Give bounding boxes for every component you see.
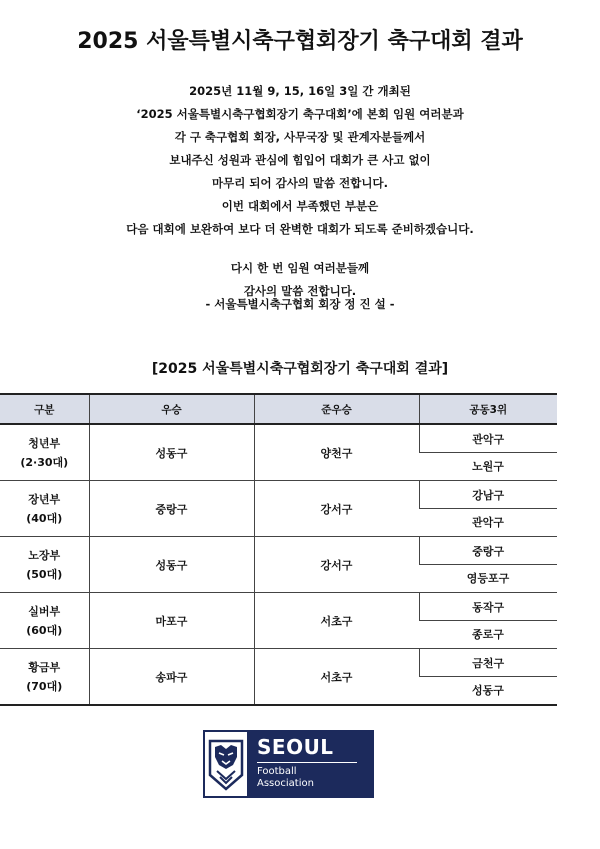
letter-line: 감사의 말씀 전합니다. [243,284,357,298]
logo-sub-football: Football [257,766,297,777]
runner-up-cell: 강서구 [254,537,419,593]
results-table [0,393,557,706]
division-cell [0,424,89,481]
division-name: 청년부 [28,436,61,450]
letter-line: 이번 대회에서 부족했던 부분은 [221,199,379,213]
third-place-cell: 노원구 [419,453,557,481]
header-winner: 우승 [89,394,254,424]
division-age: (60대) [26,623,63,637]
winner-cell: 성동구 [89,424,254,481]
winner-cell: 마포구 [89,593,254,649]
division-cell [0,537,89,593]
letter-line: 각 구 축구협회 회장, 사무국장 및 관계자분들께서 [174,130,426,144]
runner-up-cell: 서초구 [254,649,419,706]
letter-line: 다음 대회에 보완하여 보다 더 완벽한 대회가 되도록 준비하겠습니다. [126,222,474,236]
runner-up-cell: 서초구 [254,593,419,649]
third-place-cell: 종로구 [419,621,557,649]
division-age: (2·30대) [20,455,69,469]
page-title: 2025 서울특별시축구협회장기 축구대회 결과 [77,29,523,54]
third-place-cell: 관악구 [419,509,557,537]
table-row [0,424,557,453]
division-name: 황금부 [28,660,61,674]
signature: - 서울특별시축구협회 회장 정 진 설 - [205,297,395,311]
logo-name: SEOUL [257,735,334,759]
logo-text [249,730,374,798]
header-runner-up: 준우승 [254,394,419,424]
letter-line: 마무리 되어 감사의 말씀 전합니다. [212,176,388,190]
thank-you-letter [0,80,600,303]
division-cell [0,649,89,706]
division-age: (50대) [26,567,63,581]
runner-up-cell: 강서구 [254,481,419,537]
third-place-cell: 강남구 [419,481,557,509]
winner-cell: 성동구 [89,537,254,593]
winner-cell: 중랑구 [89,481,254,537]
tiger-crest-icon [203,730,249,798]
results-title: [2025 서울특별시축구협회장기 축구대회 결과] [151,361,449,377]
third-place-cell: 성동구 [419,677,557,706]
winner-cell: 송파구 [89,649,254,706]
division-name: 노장부 [28,548,61,562]
division-age: (40대) [26,511,63,525]
runner-up-cell: 양천구 [254,424,419,481]
third-place-cell: 영등포구 [419,565,557,593]
third-place-cell: 관악구 [419,424,557,453]
letter-line: 다시 한 번 임원 여러분들께 [230,261,370,275]
table-row [0,537,557,565]
letter-line: ‘2025 서울특별시축구협회장기 축구대회’에 본회 임원 여러분과 [136,107,464,121]
third-place-cell: 동작구 [419,593,557,621]
third-place-cell: 금천구 [419,649,557,677]
division-cell [0,481,89,537]
division-age: (70대) [26,679,63,693]
third-place-cell: 중랑구 [419,537,557,565]
table-header-row [0,394,557,424]
header-third: 공동3위 [419,394,557,424]
division-cell [0,593,89,649]
table-row [0,481,557,509]
letter-line: 보내주신 성원과 관심에 힘입어 대회가 큰 사고 없이 [169,153,431,167]
letter-line: 2025년 11월 9, 15, 16일 3일 간 개최된 [189,84,411,98]
logo-sub-association: Association [257,778,314,789]
division-name: 장년부 [28,492,61,506]
header-division: 구분 [0,394,89,424]
table-row [0,649,557,677]
table-row [0,593,557,621]
seoul-football-association-logo [203,730,374,798]
division-name: 실버부 [28,604,61,618]
